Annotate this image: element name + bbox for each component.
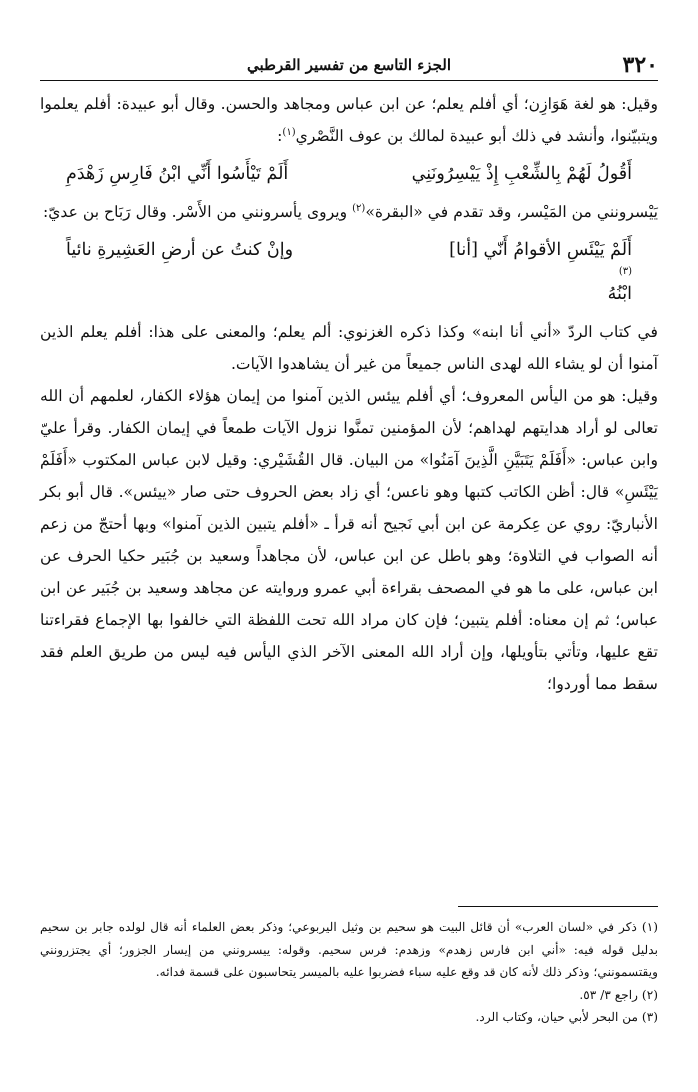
body-text (40, 88, 658, 700)
verse-hemistich-second: أَلَمْ تَيْأَسُوا أَنِّي ابْنُ فَارِسِ زَهْدَمِ (66, 164, 289, 184)
verse-text: ابْنُهُ (607, 284, 632, 304)
footnotes (40, 916, 658, 1029)
footnote-ref-1: (١) (282, 126, 296, 138)
footnote-separator (458, 906, 658, 907)
running-title: الجزء التاسع من تفسير القرطبي (247, 56, 451, 74)
paragraph-1 (40, 88, 658, 152)
verse-2 (40, 228, 658, 316)
paragraph-2 (40, 196, 658, 228)
verse-1 (40, 152, 658, 196)
paragraph-text: وقيل: هو لغة هَوَازِن؛ أي أفلم يعلم؛ عن ابن عباس ومجاهد والحسن. وقال أبو عبيدة: أفلم يعلموا ويتبيّنوا، وأنشد في ذلك أبو عبيدة لمالك بن عوف النَّصْري (40, 95, 658, 145)
verse-text: أَلَمْ يَيْئَسِ الأقوامُ أَنّي [أنا] (449, 240, 632, 260)
page-header (40, 40, 658, 81)
paragraph-3: في كتاب الردّ «أني أنا ابنه» وكذا ذكره الغزنوي: ألم يعلم؛ والمعنى على هذا: أفلم يعلم الذين آمنوا أن لو يشاء الله لهدى الناس جميعاً من غير أن يشاهدوا الآيات. (40, 323, 658, 373)
footnote-2: (٢) راجع ٣/ ٥٣. (579, 987, 658, 1002)
paragraph-text: يَيْسرونني من المَيْسر، وقد تقدم في «البقرة» (365, 203, 658, 221)
footnote-3: (٣) من البحر لأبي حيان، وكتاب الرد. (475, 1010, 658, 1024)
footnote-1: (١) ذكر في «لسان العرب» أن قائل البيت هو سحيم بن وثيل اليربوعي؛ وذكر بعض العلماء أنه قال لولده جابر بن سحيم بدليل قوله فيه: «أني ابن فارس زهدم» وزهدم: فرس سحيم. وقوله: ييسرونني من إيسار الجزور؛ أي يجتزرونني ويقتسمونني؛ وذكر ذلك لأنه كان قد وقع عليه سباء فضربوا عليه بالميسر يتحاسبون على قسمة فدائه. (40, 920, 658, 979)
paragraph-text: : (277, 127, 283, 145)
verse-hemistich-first: أَلَمْ يَيْئَسِ الأقوامُ أَنّي [أنا] (٣) ابْنُهُ (449, 228, 632, 316)
book-page (40, 40, 658, 1060)
verse-hemistich-first: أَقُولُ لَهُمْ بِالشِّعْبِ إِذْ يَيْسِرُونَنِي (411, 164, 632, 184)
footnote-ref-2: (٢) (352, 202, 366, 214)
paragraph-4: وقيل: هو من اليأس المعروف؛ أي أفلم ييئس الذين آمنوا من إيمان هؤلاء الكفار، لعلمهم أن الله تعالى لو أراد هدايتهم لهداهم؛ لأن المؤمنين تمنَّوا نزول الآيات طمعاً في إيمان الكفار. وقرأ عليّ وابن عباس: «أَفَلَمْ يَتَبَيَّنِ الَّذِينَ آمَنُوا» من البيان. قال القُشَيْري: وقيل لابن عباس المكتوب «أَفَلَمْ يَيْئَسِ» قال: أظن الكاتب كتبها وهو ناعس؛ أي زاد بعض الحروف حتى صار «ييئس». قال أبو بكر الأنباريّ: روي عن عِكرمة عن ابن أبي نَجيح أنه قرأ ـ «أفلم يتبين الذين آمنوا» وبها أحتجّ من زعم أنه الصواب في التلاوة؛ وهو باطل عن ابن عباس، لأن مجاهداً وسعيد بن جُبَير حكيا الحرف عن ابن عباس، على ما هو في المصحف بقراءة أبي عمرو وروايته عن مجاهد وسعيد بن جُبَير عن ابن عباس؛ ثم إن معناه: أفلم يتبين؛ فإن كان مراد الله تحت اللفظة التي خالفوا بها الإجماع فقراءتنا تقع عليها، وتأتي بتأويلها، وإن أراد الله المعنى الآخر الذي اليأس فيه ليس من طريق العلم فقد سقط مما أوردوا؛ (40, 387, 658, 693)
paragraph-text: ويروى يأسرونني من الأَسْر. وقال رَبَاح بن عديّ: (42, 203, 353, 221)
page-number: ٣٢٠ (622, 52, 658, 78)
verse-hemistich-second: وإنْ كنتُ عن أرضِ العَشِيرةِ نائياً (66, 240, 294, 260)
